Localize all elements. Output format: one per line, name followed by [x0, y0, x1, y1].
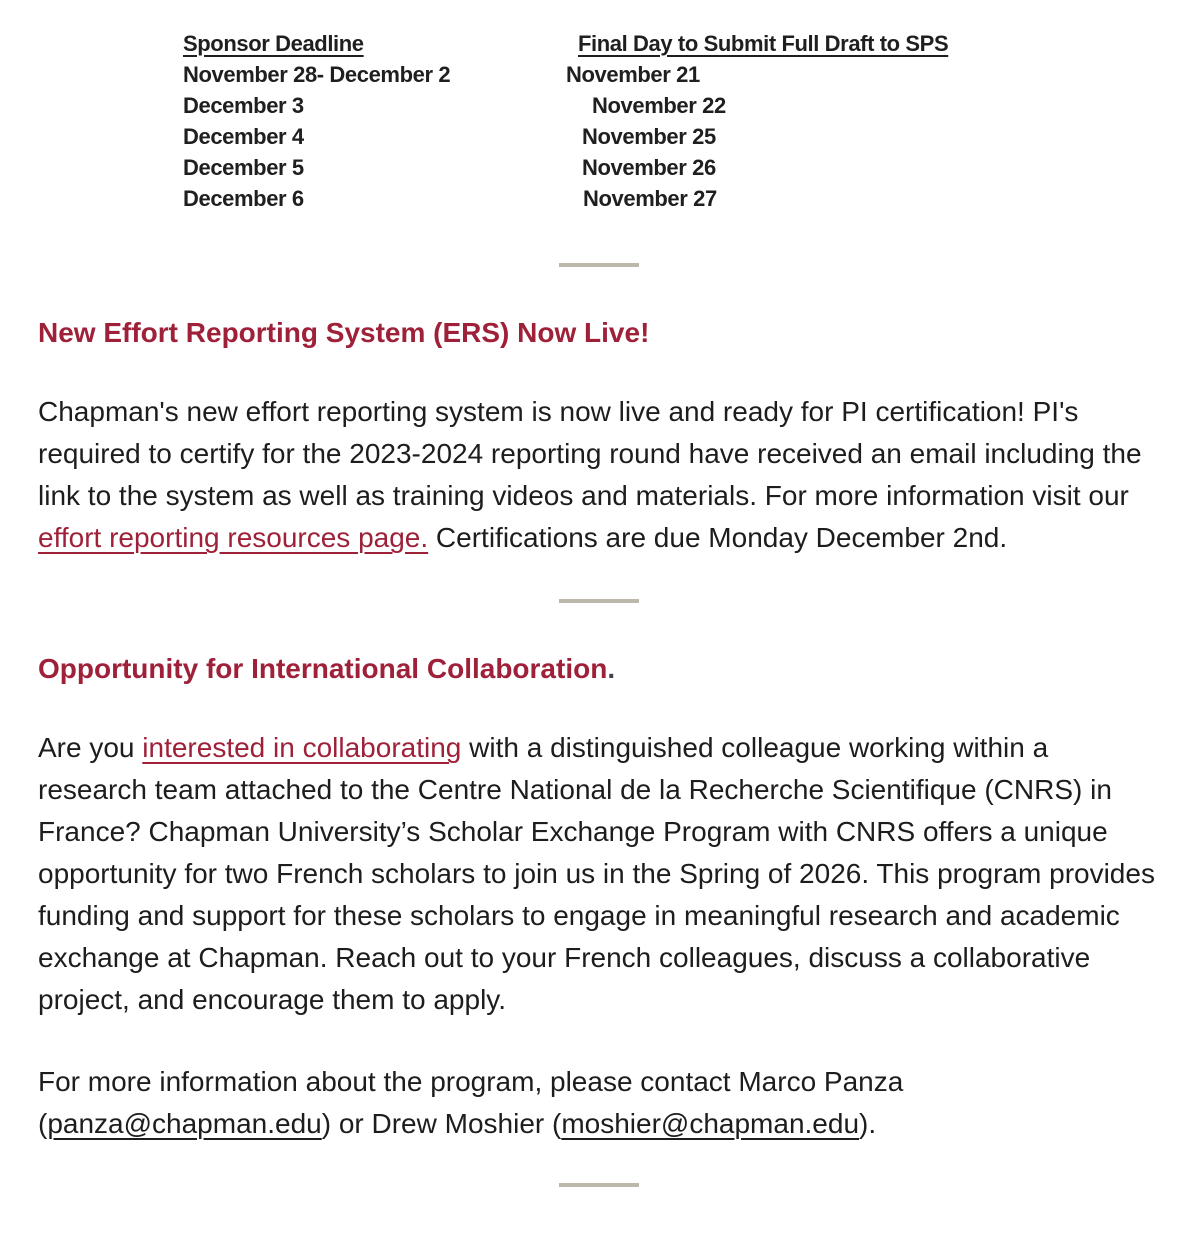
deadline-cell: November 28- December 2 — [183, 62, 451, 87]
text-line — [38, 811, 1163, 853]
section-divider — [559, 1183, 639, 1187]
effort-reporting-resources-link[interactable]: effort reporting resources page. — [38, 522, 429, 553]
deadline-column-header: Final Day to Submit Full Draft to SPS — [578, 31, 949, 56]
moshier-email-link[interactable]: moshier@chapman.edu — [561, 1108, 860, 1139]
deadline-table — [183, 28, 1198, 214]
text-line — [38, 979, 1163, 1021]
text-run: France? Chapman University’s Scholar Exchange Program with CNRS offers a unique — [38, 816, 1108, 847]
text-line — [38, 853, 1163, 895]
collab-heading-text: Opportunity for International Collaboration — [38, 653, 608, 684]
text-line — [38, 769, 1163, 811]
text-run: exchange at Chapman. Reach out to your French colleagues, discuss a collaborative — [38, 942, 1091, 973]
deadline-cell: November 22 — [592, 93, 726, 118]
text-line — [38, 727, 1163, 769]
ers-heading-text: New Effort Reporting System (ERS) Now Live! — [38, 317, 650, 348]
deadline-cell: November 26 — [582, 155, 716, 180]
section-divider — [559, 599, 639, 603]
text-line — [38, 937, 1163, 979]
text-run: Certifications are due Monday December 2nd. — [428, 522, 1008, 553]
text-run: opportunity for two French scholars to join us in the Spring of 2026. This program provides — [38, 858, 1155, 889]
text-run: Are you — [38, 732, 143, 763]
deadline-cell: December 3 — [183, 93, 304, 118]
text-run: research team attached to the Centre National de la Recherche Scientifique (CNRS) in — [38, 774, 1112, 805]
deadline-cell: November 21 — [566, 62, 700, 87]
ers-paragraph — [38, 391, 1163, 559]
text-line — [38, 1103, 1163, 1145]
text-line — [38, 1061, 1163, 1103]
sps-draft-column — [563, 28, 948, 214]
text-line — [38, 391, 1163, 433]
text-line — [38, 517, 1163, 559]
text-line — [38, 475, 1163, 517]
deadline-cell: November 27 — [583, 186, 717, 211]
deadline-cell: December 6 — [183, 186, 304, 211]
deadline-cell: December 4 — [183, 124, 304, 149]
sponsor-deadline-column — [183, 28, 563, 214]
contact-paragraph — [38, 1061, 1163, 1145]
deadline-table-section — [0, 28, 1198, 214]
newsletter-body — [0, 28, 1198, 1187]
ers-heading — [38, 315, 1198, 351]
text-run: For more information about the program, please contact Marco Panza — [38, 1066, 904, 1097]
text-line — [38, 895, 1163, 937]
collab-heading — [38, 651, 1198, 687]
text-run: link to the system as well as training videos and materials. For more information visit our — [38, 480, 1129, 511]
text-run: required to certify for the 2023-2024 reporting round have received an email including the — [38, 438, 1142, 469]
deadline-cell: December 5 — [183, 155, 304, 180]
interested-in-collaborating-link[interactable]: interested in collaborating — [142, 732, 462, 763]
collab-heading-period: . — [607, 653, 616, 684]
text-run: with a distinguished colleague working within a — [461, 732, 1049, 763]
text-run: funding and support for these scholars to engage in meaningful research and academic — [38, 900, 1120, 931]
text-run: Chapman's new effort reporting system is now live and ready for PI certification! PI's — [38, 396, 1079, 427]
text-run: project, and encourage them to apply. — [38, 984, 507, 1015]
collab-paragraph — [38, 727, 1163, 1021]
text-line — [38, 433, 1163, 475]
deadline-column-header: Sponsor Deadline — [183, 31, 364, 56]
text-run: ). — [859, 1108, 877, 1139]
text-run: ( — [38, 1108, 48, 1139]
text-run: ) or Drew Moshier ( — [321, 1108, 562, 1139]
panza-email-link[interactable]: panza@chapman.edu — [47, 1108, 322, 1139]
deadline-cell: November 25 — [582, 124, 716, 149]
section-divider — [559, 263, 639, 267]
